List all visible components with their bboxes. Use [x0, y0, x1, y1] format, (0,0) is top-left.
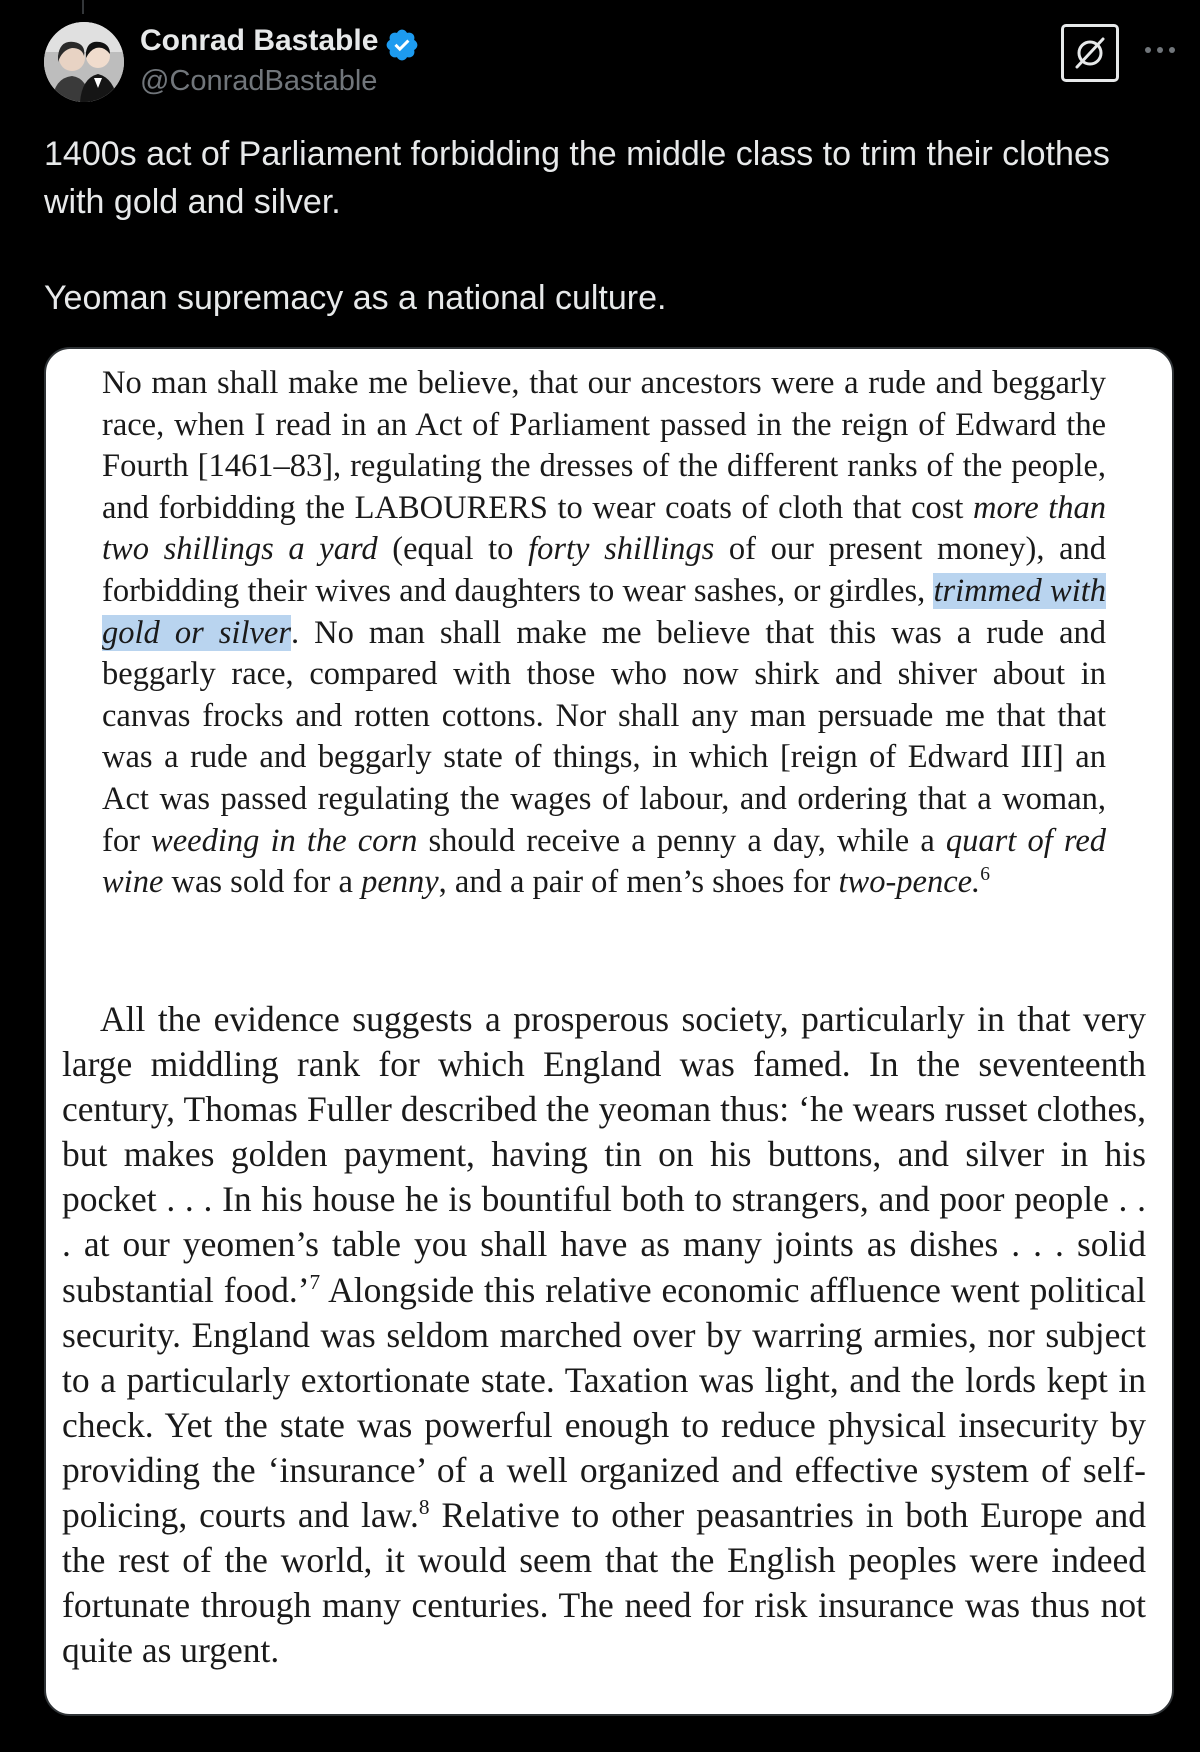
author-name[interactable]: Conrad Bastable: [140, 24, 379, 57]
excerpt-paragraph: [62, 997, 1146, 1673]
text-run: All the evidence suggests a prosperous society, particularly in that very large middling rank for which England was famed. In the seventeenth century, Thomas Fuller described the yeoman thus: ‘he wears russet clothes, but makes golden payment, having tin on his buttons, and silver in his pocket . . . In his house he is bountiful both to strangers, and poor people . . . at our yeomen’s table you shall have as many joints as dishes . . . solid substantial food.’: [62, 999, 1146, 1310]
footnote-marker: 8: [418, 1495, 430, 1520]
text-run: Relative to other peasantries in both Europe and the rest of the world, it would seem that the English peoples were indeed fortunate through many centuries. The need for risk insurance was thus not quite as urgent.: [62, 1495, 1147, 1671]
more-icon: [1142, 45, 1178, 55]
text-run: of our present money), and forbidding their wives and daughters to wear sashes, or girdles,: [102, 531, 1107, 609]
text-run: , and a pair of men’s shoes for: [438, 864, 839, 901]
more-options-button[interactable]: [1140, 30, 1180, 70]
footnote-marker: 7: [309, 1269, 321, 1294]
text-run: weeding in the corn: [151, 822, 418, 859]
grok-icon: [1070, 33, 1110, 73]
post-image[interactable]: [44, 347, 1174, 1716]
excerpt-quote: [102, 363, 1106, 904]
thread-connector-line: [82, 0, 84, 14]
text-run: was sold for a: [163, 864, 362, 901]
text-run: forty shillings: [528, 531, 715, 568]
text-run: penny: [361, 864, 439, 901]
text-run: two-pence.: [838, 864, 981, 901]
author-handle[interactable]: @ConradBastable: [140, 65, 378, 97]
text-run: . No man shall make me believe that this was a rude and beggarly race, compared with those who now shirk and shiver about in canvas frocks and rotten cottons. Nor shall any man persuade me that that was a rude and beggarly state of things, in which [reign of Edward III] an Act was passed regulating the wages of labour, and ordering that a woman, for: [102, 614, 1106, 859]
footnote-marker: 6: [980, 864, 990, 886]
post-text: 1400s act of Parliament forbidding the middle class to trim their clothes with gold and silver. Yeoman supremacy as a national culture.: [44, 135, 1110, 317]
text-run: No man shall make me believe, that our ancestors were a rude and beggarly race, when I read in an Act of Parliament passed in the reign of Edward the Fourth [1461–83], regulating the dresses of the different ranks of the people, and forbidding the LABOURERS to wear coats of cloth that cost: [102, 365, 1106, 526]
text-run: quart of red wine: [102, 822, 1106, 901]
grok-button[interactable]: [1061, 24, 1119, 82]
text-run: (equal to: [377, 531, 529, 568]
text-run: more than two shillings a yard: [102, 489, 1106, 568]
verified-badge-icon: [384, 27, 420, 63]
text-run: should receive a penny a day, while a: [417, 822, 946, 859]
avatar[interactable]: [44, 22, 124, 102]
text-run: Alongside this relative economic affluence went political security. England was seldom marched over by warring armies, nor subject to a particularly extortionate state. Taxation was light, and the lords kept in check. Yet the state was powerful enough to reduce physical insecurity by providing the ‘insurance’ of a well organized and effective system of self-policing, courts and law.: [62, 1269, 1146, 1536]
highlighted-text: trimmed with gold or silver: [102, 572, 1106, 651]
